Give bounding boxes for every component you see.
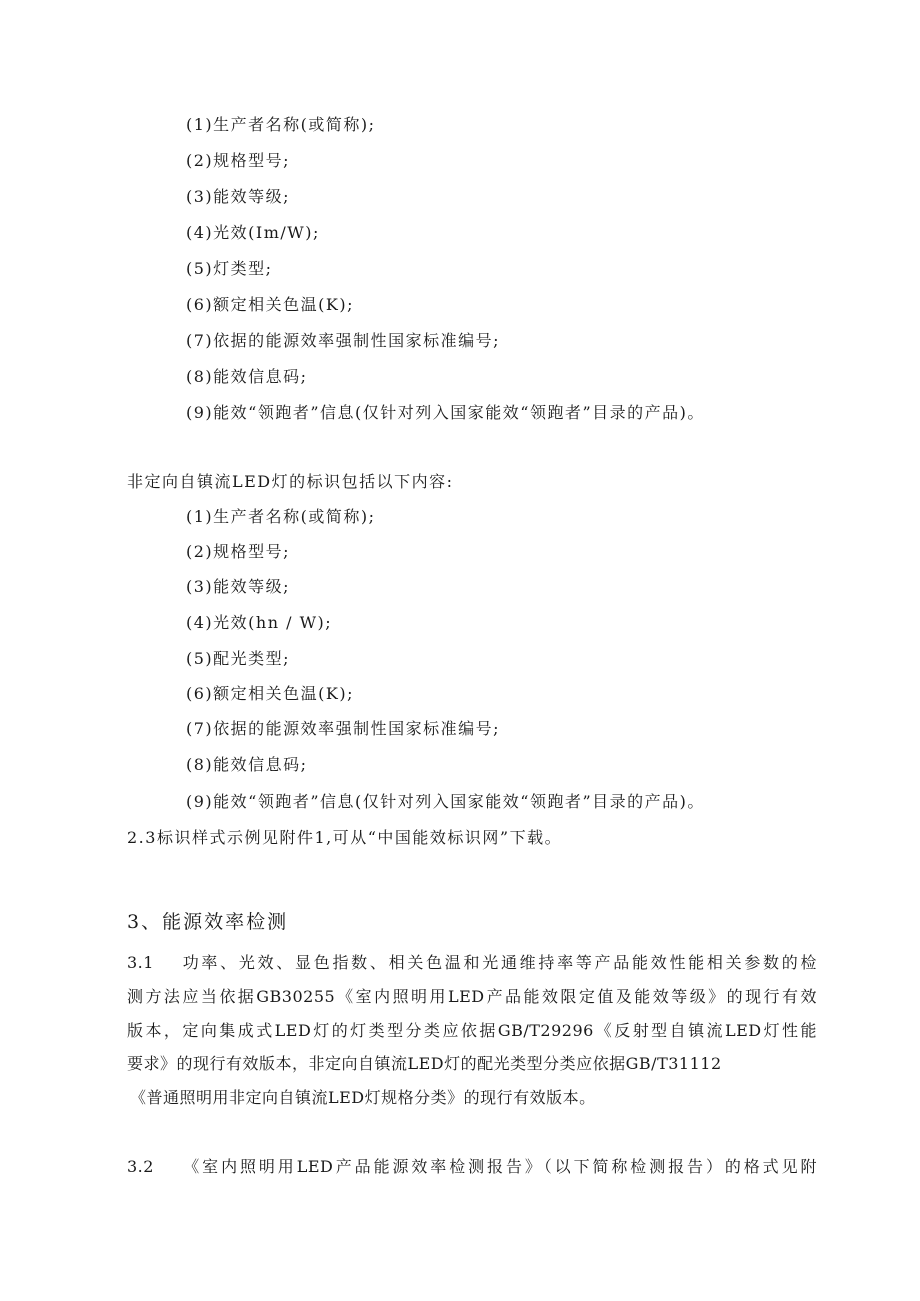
list-b-item-9: (9)能效“领跑者”信息(仅针对列入国家能效“领跑者”目录的产品)。 bbox=[186, 792, 705, 811]
list-a-item-9: (9)能效“领跑者”信息(仅针对列入国家能效“领跑者”目录的产品)。 bbox=[186, 403, 705, 422]
list-a-item-1: (1)生产者名称(或简称); bbox=[186, 115, 376, 134]
list-a-item-5: (5)灯类型; bbox=[186, 259, 273, 278]
list-a-item-3: (3)能效等级; bbox=[186, 187, 291, 206]
list-a-item-2: (2)规格型号; bbox=[186, 151, 291, 170]
para-3-1-line-1: 3.1 功率、光效、显色指数、相关色温和光通维持率等产品能效性能相关参数的检 bbox=[127, 953, 817, 972]
para-3-1-line-2: 测方法应当依据GB30255《室内照明用LED产品能效限定值及能效等级》的现行有效 bbox=[127, 987, 817, 1006]
list-b-item-6: (6)额定相关色温(K); bbox=[186, 684, 354, 703]
section-2-3: 2.3标识样式示例见附件1,可从“中国能效标识网”下载。 bbox=[127, 828, 563, 847]
para-3-2-line-1: 3.2 《室内照明用LED产品能源效率检测报告》（以下简称检测报告）的格式见附 bbox=[127, 1157, 817, 1176]
para-3-1-line-4: 要求》的现行有效版本，非定向自镇流LED灯的配光类型分类应依据GB/T31112 bbox=[127, 1054, 722, 1073]
list-b-item-3: (3)能效等级; bbox=[186, 577, 291, 596]
list-b-item-2: (2)规格型号; bbox=[186, 542, 291, 561]
list-b-item-8: (8)能效信息码; bbox=[186, 755, 308, 774]
list-b-item-7: (7)依据的能源效率强制性国家标准编号; bbox=[186, 719, 501, 738]
list-b-item-4: (4)光效(hn / W); bbox=[186, 613, 333, 632]
para-3-1-line-5: 《普通照明用非定向自镇流LED灯规格分类》的现行有效版本。 bbox=[130, 1088, 596, 1107]
para-3-1-line-3: 版本，定向集成式LED灯的灯类型分类应依据GB/T29296《反射型自镇流LED灯性能 bbox=[127, 1021, 817, 1040]
list-a-item-7: (7)依据的能源效率强制性国家标准编号; bbox=[186, 331, 501, 350]
list-a-item-8: (8)能效信息码; bbox=[186, 367, 308, 386]
list-b-item-5: (5)配光类型; bbox=[186, 649, 291, 668]
list-b-item-1: (1)生产者名称(或简称); bbox=[186, 507, 376, 526]
list-a-item-6: (6)额定相关色温(K); bbox=[186, 295, 354, 314]
list-a-item-4: (4)光效(Im/W); bbox=[186, 223, 320, 242]
section-3-heading: 3、能源效率检测 bbox=[127, 911, 289, 933]
intro-non-directional: 非定向自镇流LED灯的标识包括以下内容: bbox=[127, 472, 454, 491]
